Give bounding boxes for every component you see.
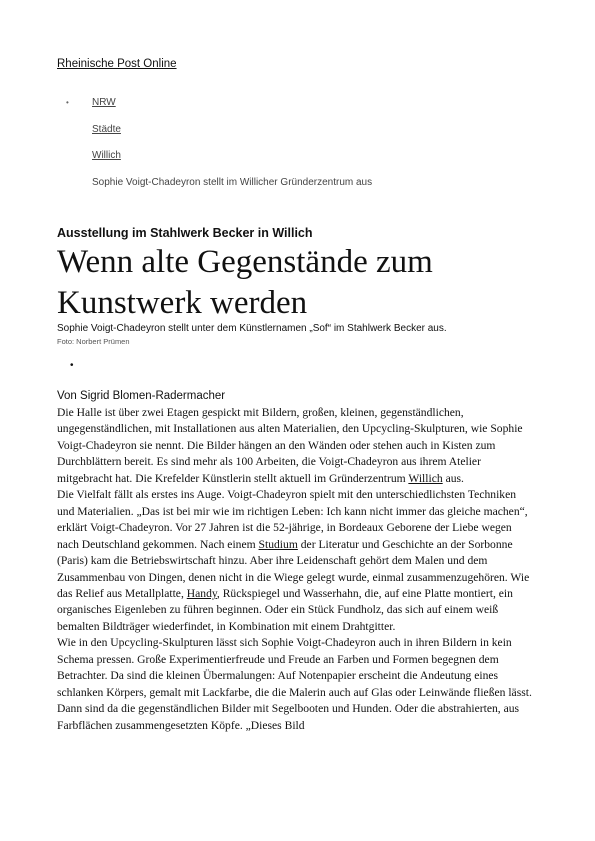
article-body <box>57 405 535 734</box>
paragraph-2 <box>57 487 535 635</box>
image-caption: Sophie Voigt-Chadeyron stellt unter dem Künstlernamen „Sof“ im Stahlwerk Becker aus. <box>57 323 447 334</box>
breadcrumb-item-nrw[interactable]: • NRW <box>92 96 116 110</box>
headline-line-2: Kunstwerk werden <box>57 285 308 321</box>
paragraph-1-end: aus. <box>442 471 464 485</box>
handy-link[interactable]: Handy <box>186 586 217 600</box>
article-author: Von Sigrid Blomen-Radermacher <box>57 390 226 402</box>
paragraph-2-end: , Rückspiegel und Wasserhahn, die, auf eine Platte montiert, ein organisches Eigenleben zu führen beginnen. Oder ein Stück Fundholz, das sich auf einem weiß bemalten Bildträger wiederfindet, in Kombination mit einem Drahtgitter. <box>57 586 513 633</box>
studium-link[interactable]: Studium <box>258 537 298 551</box>
list-bullet: • <box>70 360 74 371</box>
breadcrumb-item-willich[interactable]: Willich <box>92 150 121 161</box>
paragraph-1 <box>57 405 535 487</box>
article-headline <box>57 242 557 324</box>
photo-credit: Foto: Norbert Prümen <box>57 337 130 346</box>
headline-line-1: Wenn alte Gegenstände zum <box>57 244 433 280</box>
breadcrumb-current-page: Sophie Voigt-Chadeyron stellt im Willicher Gründerzentrum aus <box>92 177 373 188</box>
paragraph-2-middle: der Literatur und Geschichte an der Sorbonne (Paris) kam die Betriebswirtschaft hinzu. Aber ihre Leidenschaft gehört dem Malen und dem Zusammenbau von Dingen, denen nicht in die Wiege gelegt wurde, einmal zusammenzugehören. Wie das Relief aus Metallplatte, <box>57 537 530 600</box>
paragraph-2-text: Die Vielfalt fällt als erstes ins Auge. Voigt-Chadeyron spielt mit den unterschiedlichsten Techniken und Materialien. „Das ist bei mir wie im richtigen Leben: Ich kann nicht immer das gleiche machen“, erklärt Voigt-Chadeyron. Vor 27 Jahren ist die 52-jährige, in Bordeaux Geborene der Liebe wegen nach Deutschland gekommen. Nach einem <box>57 488 528 551</box>
site-home-link[interactable]: Rheinische Post Online <box>57 58 177 70</box>
article-kicker: Ausstellung im Stahlwerk Becker in Willich <box>57 226 313 240</box>
willich-link[interactable]: Willich <box>408 471 443 485</box>
paragraph-1-text: Die Halle ist über zwei Etagen gespickt mit Bildern, großen, kleinen, gegenständlichen, ungegenständlichen, mit Installationen aus alten Materialien, den Upcycling-Skulpturen, wie Sophie Voigt-Chadeyron sie nennt. Die Bilder hängen an den Wänden oder stehen auch in Kisten zum Durchblättern bereit. Es sind mehr als 100 Arbeiten, die Voigt-Chadeyron aus ihrem Atelier mitgebracht hat. Die Krefelder Künstlerin stellt aktuell im Gründerzentrum <box>57 406 523 485</box>
paragraph-3: Wie in den Upcycling-Skulpturen lässt sich Sophie Voigt-Chadeyron auch in ihren Bildern in kein Schema pressen. Große Experimentierfreude und Freude an Farben und Formen begegnen dem Betrachter. Da sind die kleinen Übermalungen: Auf Notenpapier erscheint die Andeutung eines schlanken Körpers, gemalt mit Lackfarbe, die die Malerin auch auf Glas oder Leinwände fließen lässt. Dann sind da die gegenständlichen Bilder mit Segelbooten und Hunden. Oder die abstrahierten, aus Farbflächen zusammengesetzten Köpfe. „Dieses Bild <box>57 636 532 732</box>
breadcrumb-item-staedte[interactable]: Städte <box>92 124 121 135</box>
